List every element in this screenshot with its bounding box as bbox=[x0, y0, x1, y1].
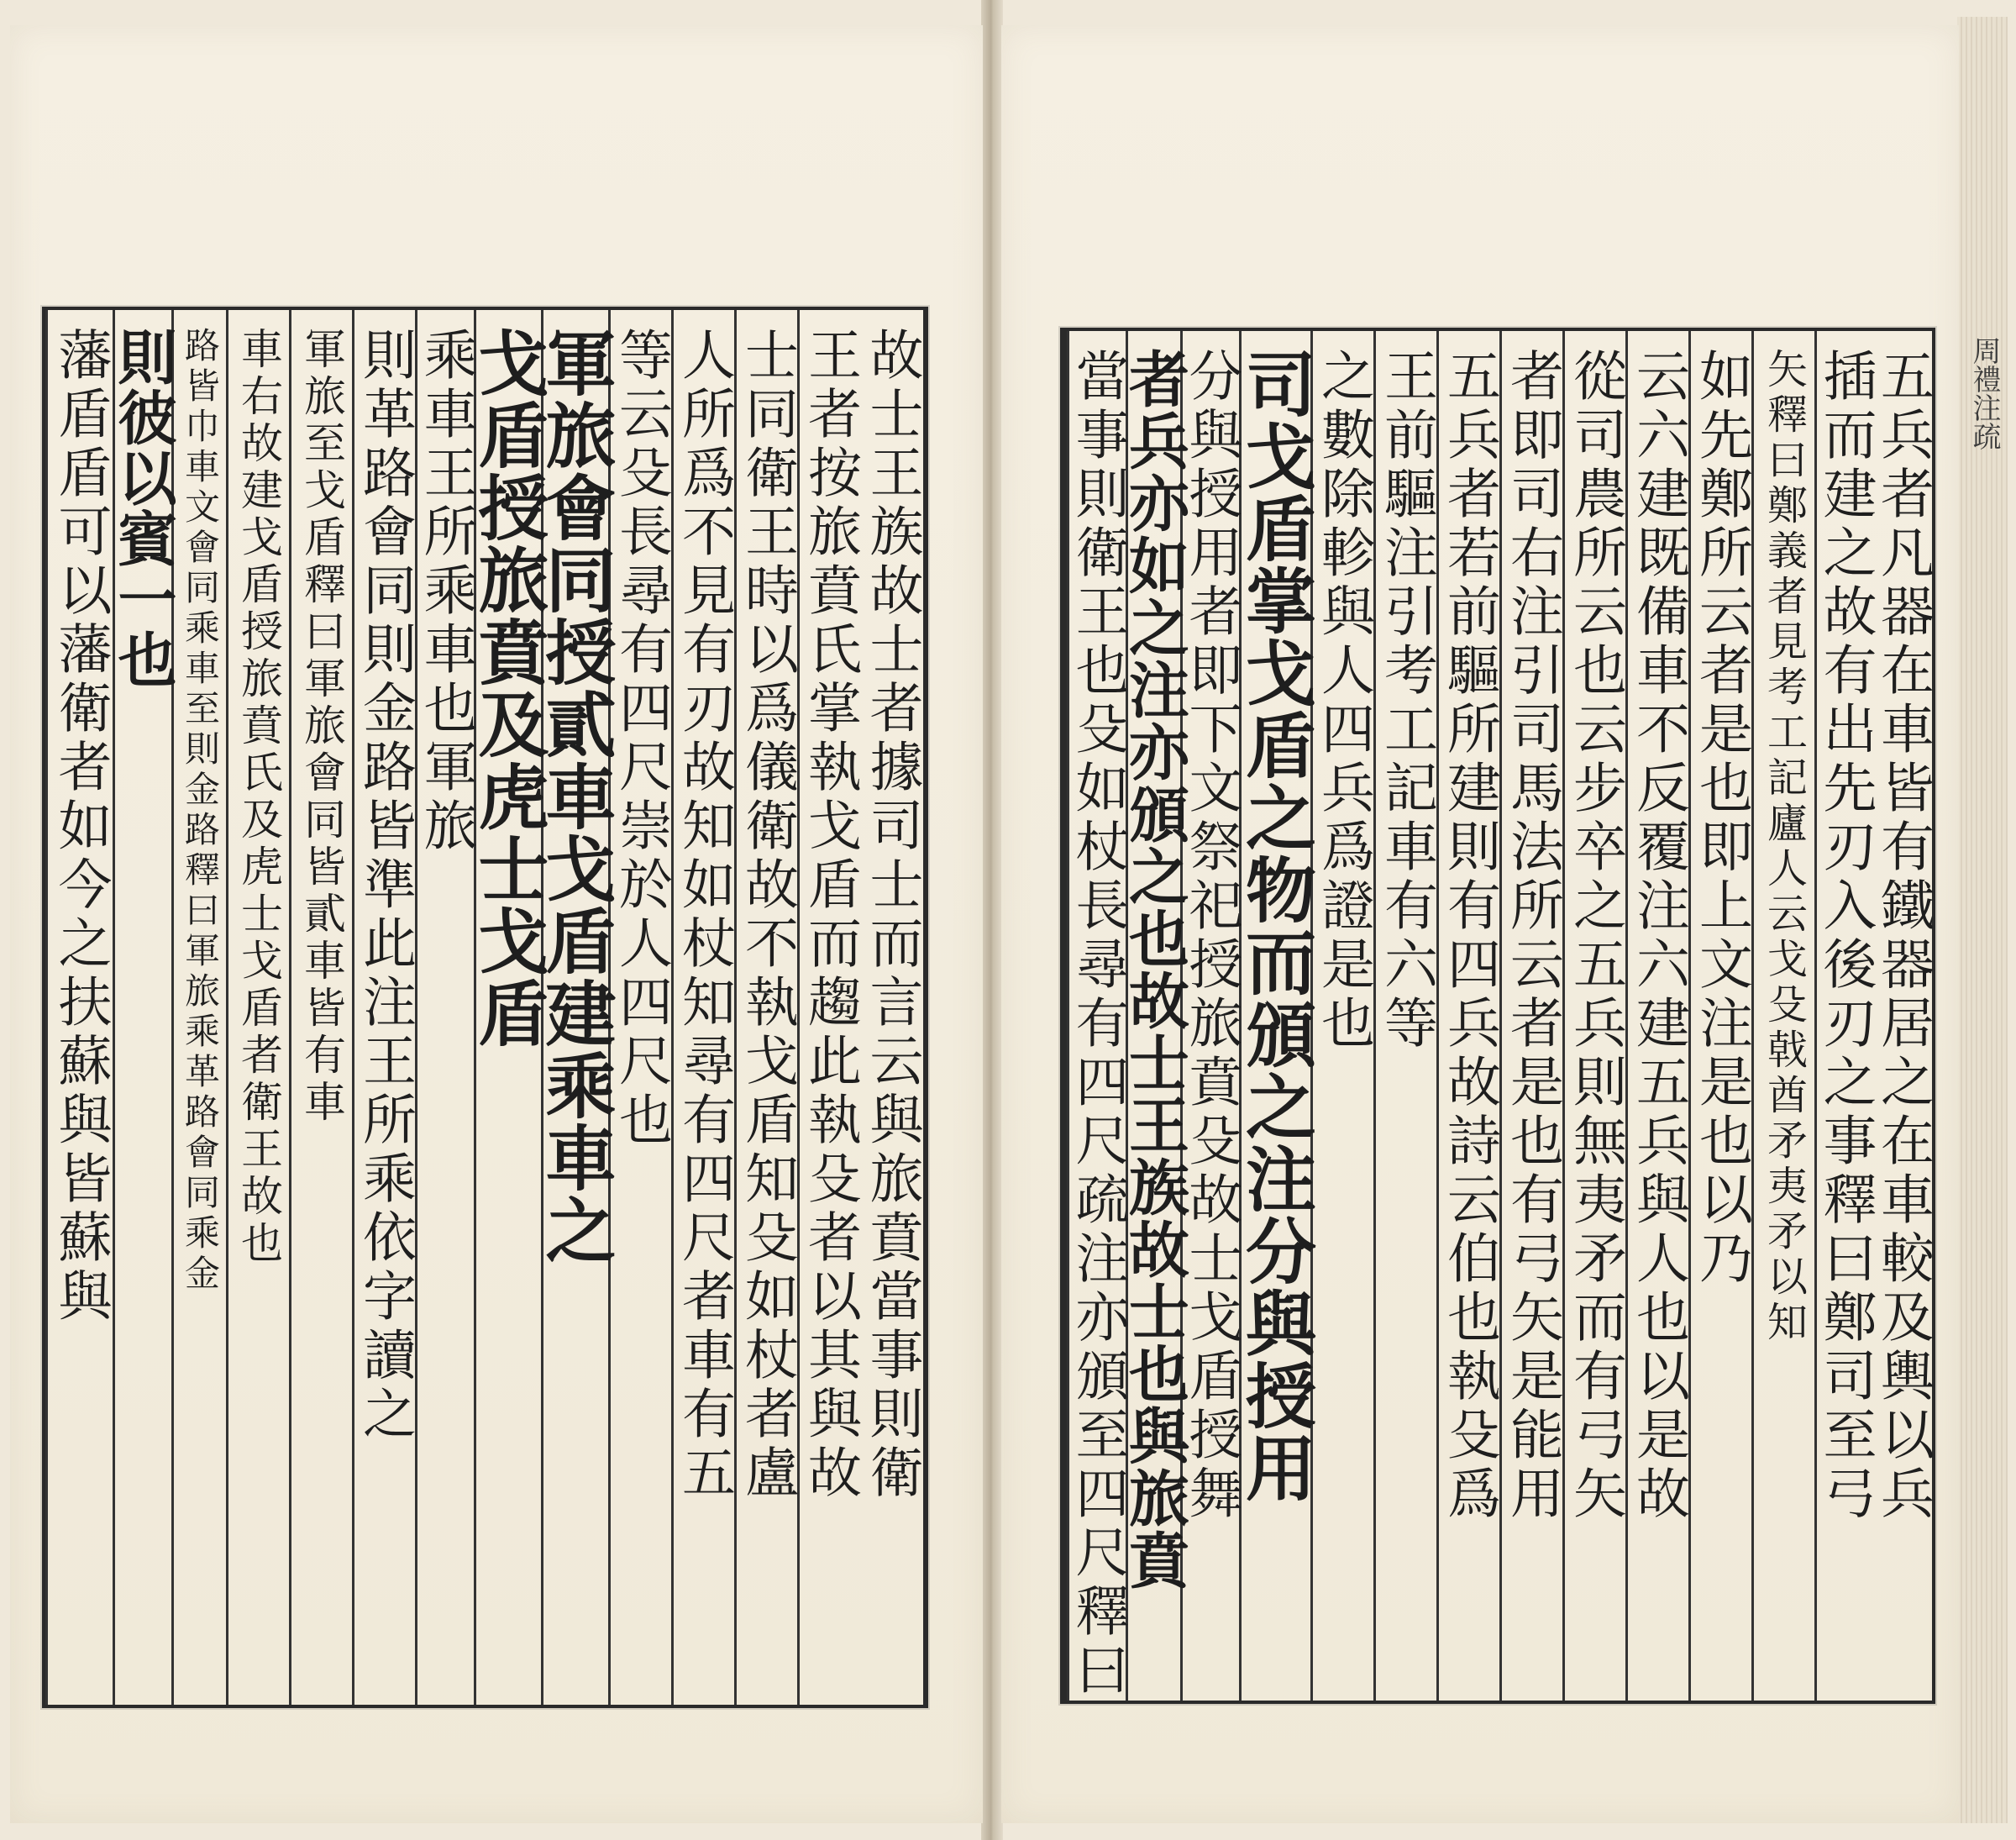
left-column-10: 軍旅至戈盾釋曰軍旅會同皆貳車皆有車 bbox=[289, 310, 352, 1705]
right-column-3: 矢釋曰鄭義者見考工記廬人云戈殳戟酋矛夷矛以知 bbox=[1751, 331, 1814, 1701]
right-text-block bbox=[1060, 328, 1935, 1704]
left-column-13: 則彼以賓一也 bbox=[113, 310, 171, 1705]
left-column-1: 故士王族故士者據司士而言云與旅賁當事則衛 bbox=[860, 327, 923, 1503]
right-column-13: 者兵亦如之注亦頒之也故士王族故士也與旅賁 bbox=[1126, 331, 1180, 1701]
left-column-12: 路皆巾車文會同乘車至則金路釋曰軍旅乘革路會同乘金 bbox=[171, 310, 226, 1705]
right-column-11: 司戈盾掌戈盾之物而頒之注分與授用 bbox=[1239, 331, 1310, 1701]
book-gutter bbox=[981, 0, 1003, 1840]
left-column-11: 車右故建戈盾授旅賁氏及虎士戈盾者衛王故也 bbox=[226, 310, 289, 1705]
right-column-9: 王前驅注引考工記車有六等 bbox=[1373, 331, 1436, 1701]
left-text-block bbox=[42, 307, 928, 1708]
right-column-14: 當事則衛王也殳如杖長尋有四尺疏注亦頒至四尺釋曰 bbox=[1067, 331, 1126, 1701]
left-column-14: 藩盾盾可以藩衛者如今之扶蘇與皆蘇與 bbox=[45, 310, 113, 1705]
left-column-3: 士同衛王時以爲儀衛故不執戈盾知殳如杖者盧 bbox=[734, 310, 797, 1705]
right-column-7: 者即司右注引司馬法所云者是也有弓矢是能用 bbox=[1499, 331, 1562, 1701]
edge-title: 周禮注疏 bbox=[1967, 336, 2001, 450]
right-column-2: 插而建之故有出先刃入後刃之事釋曰鄭司至弓 bbox=[1814, 331, 1873, 1701]
right-column-10: 之數除軫與人四兵爲證是也 bbox=[1310, 331, 1373, 1701]
right-column-4: 如先鄭所云者是也即上文注是也以乃 bbox=[1688, 331, 1751, 1701]
right-column-1: 五兵者凡器在車皆有鐵器居之在車較及輿以兵 bbox=[1872, 348, 1934, 1524]
left-column-7: 戈盾授旅賁及虎士戈盾 bbox=[474, 310, 541, 1705]
right-column-6: 從司農所云也云步卒之五兵則無夷矛而有弓矢 bbox=[1562, 331, 1625, 1701]
right-column-8: 五兵者若前驅所建則有四兵故詩云伯也執殳爲 bbox=[1436, 331, 1499, 1701]
left-column-6: 軍旅會同授貳車戈盾建乘車之 bbox=[541, 310, 608, 1705]
left-column-4: 人所爲不見有刃故知如杖知尋有四尺者車有五 bbox=[671, 310, 734, 1705]
page-edges bbox=[1957, 17, 2008, 1823]
left-column-9: 則革路會同則金路皆準此注王所乘依字讀之 bbox=[352, 310, 415, 1705]
left-column-5: 等云殳長尋有四尺崇於人四尺也 bbox=[608, 310, 671, 1705]
right-column-12: 分與授用者即下文祭祀授旅賁殳故士戈盾授舞 bbox=[1180, 331, 1239, 1701]
left-column-2: 王者按旅賁氏掌執戈盾而趨此執殳者以其與故 bbox=[797, 310, 860, 1705]
right-column-5: 云六建既備車不反覆注六建五兵與人也以是故 bbox=[1625, 331, 1688, 1701]
left-column-8: 乘車王所乘車也軍旅 bbox=[415, 310, 474, 1705]
